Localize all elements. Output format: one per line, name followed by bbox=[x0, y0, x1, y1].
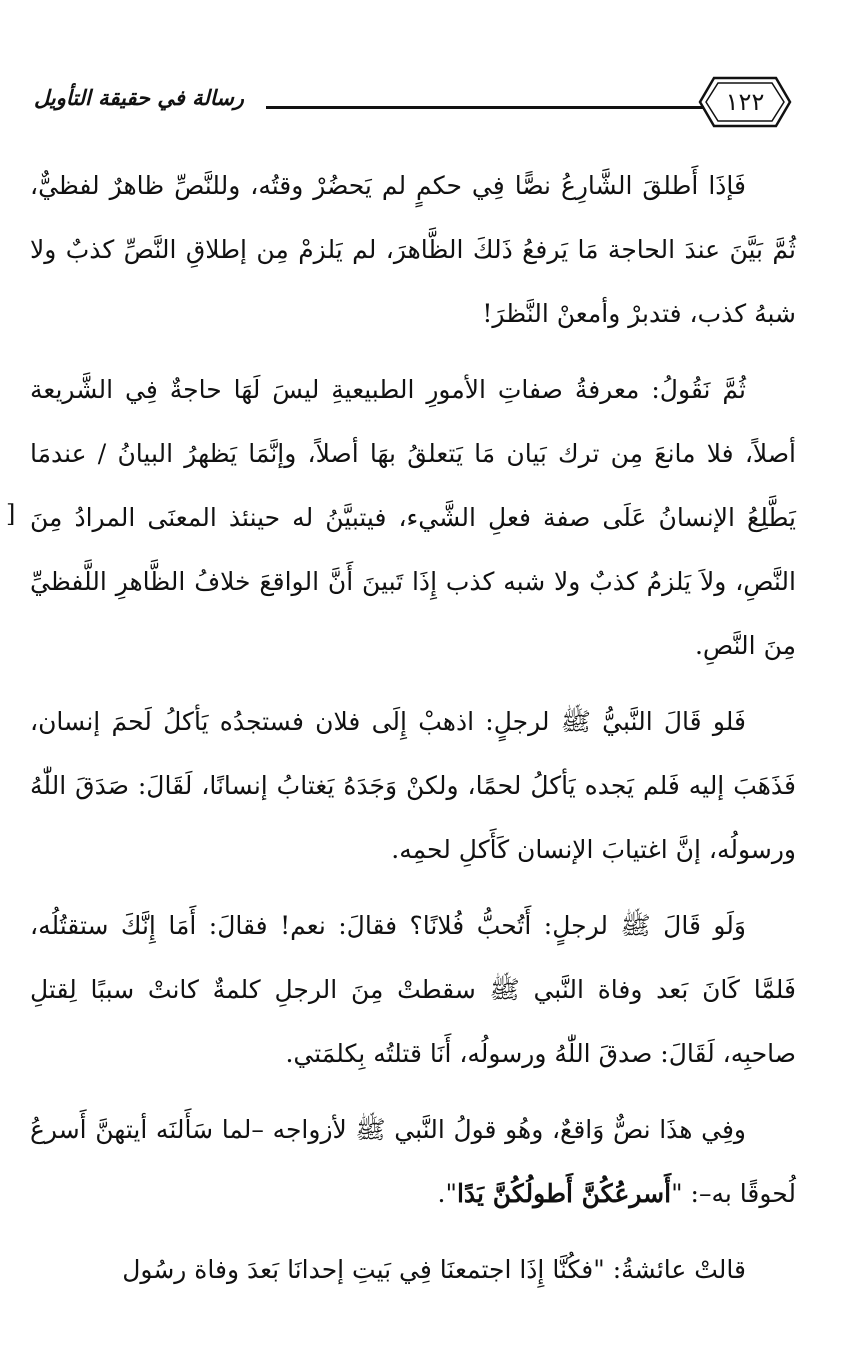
paragraph-1: فَإذَا أَطلقَ الشَّارِعُ نصًّا فِي حكمٍ لم يَحضُرْ وقتُه، وللنَّصِّ ظاهرٌ لفظيٌّ، ثُمَّ بَيَّنَ عندَ الحاجة مَا يَرفعُ ذَلكَ الظَّاهرَ، لم يَلزمْ مِن إطلاقِ النَّصِّ كذبٌ ولا شبهُ كذب، فتدبرْ وأمعنْ النَّظرَ! bbox=[30, 171, 796, 328]
running-title: رسالة في حقيقة التأويل bbox=[34, 86, 244, 110]
hadith-quote: أَسرعُكُنَّ أَطولُكُنَّ يَدًا bbox=[456, 1179, 672, 1208]
paragraph-5-end: ". bbox=[437, 1179, 457, 1208]
page-number-badge bbox=[696, 72, 794, 132]
margin-bracket: ] bbox=[6, 500, 16, 528]
header-rule bbox=[266, 106, 704, 109]
paragraph-3: فَلو قَالَ النَّبيُّ ﷺ لرجلٍ: اذهبْ إِلَى فلان فستجدُه يَأكلُ لَحمَ إنسان، فَذَهَبَ إليه فَلم يَجده يَأكلُ لحمًا، ولكنْ وَجَدَهُ يَغتابُ إنسانًا، لَقَالَ: صَدَقَ اللّٰهُ ورسولُه، إنَّ اغتيابَ الإنسان كَأَكلِ لحمِه. bbox=[30, 707, 796, 864]
page-header bbox=[34, 72, 794, 132]
paragraph-6: قالتْ عائشةُ: "فكُنَّا إِذَا اجتمعنَا فِي بَيتِ إحدانَا بَعدَ وفاة رسُول bbox=[122, 1255, 746, 1284]
paragraph-4: وَلَو قَالَ ﷺ لرجلٍ: أَتُحبُّ فُلانًا؟ فقالَ: نعم! فقالَ: أَمَا إِنَّكَ ستقتُلُه، فَلمَّا كَانَ بَعد وفاة النَّبي ﷺ سقطتْ مِنَ الرجلِ كلمةٌ كانتْ سببًا لِقتلِ صاحبِه، لَقَالَ: صدقَ اللّٰهُ ورسولُه، أَنَا قتلتُه بِكلمَتي. bbox=[30, 911, 796, 1068]
paragraph-5 bbox=[30, 1098, 796, 1226]
body-text bbox=[30, 154, 796, 1314]
paragraph-5-text: وفِي هذَا نصٌّ وَاقعٌ، وهُو قولُ النَّبي ﷺ لأزواجه –لما سَأَلنَه أيتهنَّ أَسرعُ لُحوقًا به–: " bbox=[30, 1115, 796, 1208]
paragraph-2: ثُمَّ نَقُولُ: معرفةُ صفاتِ الأمورِ الطبيعيةِ ليسَ لَهَا حاجةٌ فِي الشَّريعة أصلاً، فلا مانعَ مِن ترك بَيان مَا يَتعلقُ بهَا أصلاً، وإنَّمَا يَظهرُ البيانُ / عندمَا يَطَّلِعُ الإنسانُ عَلَى صفة فعلِ الشَّيء، فيتبيَّنُ له حينئذ المعنَى المرادُ مِنَ النَّصِ، ولاَ يَلزمُ كذبٌ ولا شبه كذب إِذَا تَبينَ أَنَّ الواقعَ خلافُ الظَّاهرِ اللَّفظيِّ مِنَ النَّصِ. bbox=[30, 375, 796, 660]
page-number: ١٢٢ bbox=[725, 88, 765, 116]
